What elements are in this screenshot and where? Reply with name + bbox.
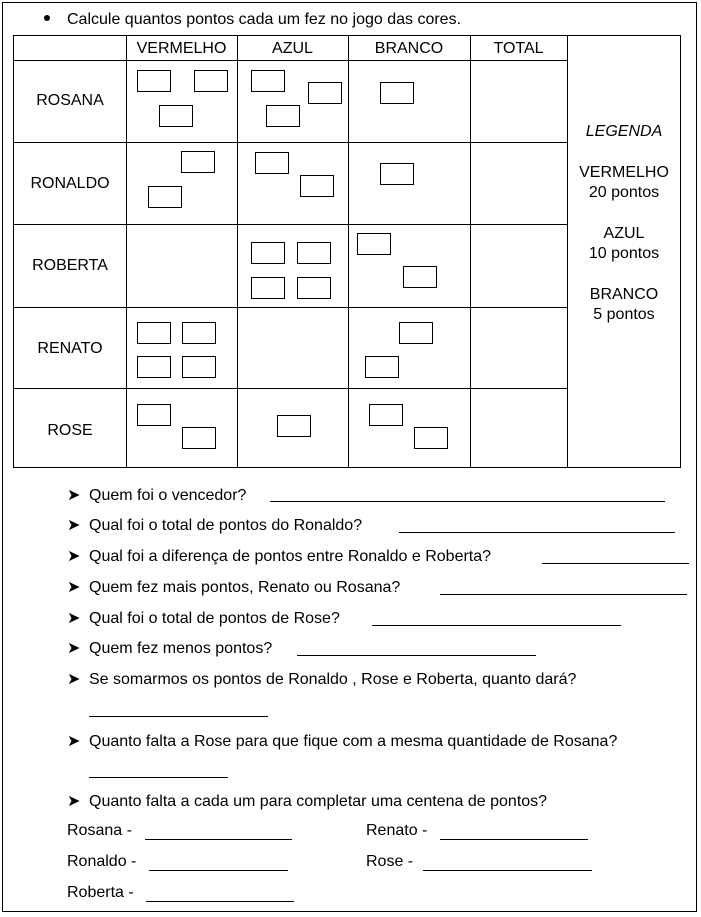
row-label-rosana: ROSANA [36,92,104,109]
score-box [159,105,193,127]
column-header-azul: AZUL [272,40,313,57]
answer-line[interactable] [146,901,294,902]
answer-line[interactable] [440,839,588,840]
arrow-bullet-icon: ➤ [67,640,81,657]
score-box [380,163,414,185]
grid-line [470,36,471,467]
page-title: Calcule quantos pontos cada um fez no jogo das cores. [67,11,462,28]
score-box [300,175,334,197]
score-box [182,427,216,449]
score-box [148,186,182,208]
row-label-rose: ROSE [47,422,93,439]
row-label-renato: RENATO [37,340,103,357]
arrow-bullet-icon: ➤ [67,610,81,627]
score-box [137,322,171,344]
legend-color-branco: BRANCO [589,286,659,303]
answer-line[interactable] [89,716,268,717]
answer-label-roberta: Roberta - [67,884,134,901]
answer-line[interactable] [89,777,228,778]
answer-label-rosana: Rosana - [67,822,132,839]
score-box [137,404,171,426]
arrow-bullet-icon: ➤ [67,548,81,565]
question-item: ➤ Quanto falta a cada um para completar uma centena de pontos? [67,793,548,810]
grid-line [126,36,127,467]
score-box [194,70,228,92]
bullet-icon [44,15,50,21]
score-box [255,152,289,174]
answer-line[interactable] [149,870,288,871]
score-box [266,105,300,127]
answer-line[interactable] [270,501,665,502]
arrow-bullet-icon: ➤ [67,793,81,810]
column-header-vermelho: VERMELHO [136,40,227,57]
arrow-bullet-icon: ➤ [67,487,81,504]
answer-line[interactable] [297,655,536,656]
legend-heading: LEGENDA [585,123,663,140]
grid-line [14,142,567,143]
score-box [251,277,285,299]
score-box [380,82,414,104]
arrow-bullet-icon: ➤ [67,579,81,596]
legend-color-vermelho: VERMELHO [579,164,669,181]
question-item: ➤ Qual foi o total de pontos de Rose? [67,610,340,627]
arrow-bullet-icon: ➤ [67,517,81,534]
answer-line[interactable] [372,625,621,626]
score-box [137,70,171,92]
question-item: ➤ Quem fez mais pontos, Renato ou Rosana? [67,579,401,596]
legend-points-azul: 10 pontos [588,245,660,262]
legend-points-branco: 5 pontos [593,306,655,323]
row-label-ronaldo: RONALDO [30,175,110,192]
grid-line [14,60,567,61]
score-box [277,415,311,437]
grid-line [14,224,567,225]
score-box [297,277,331,299]
answer-line[interactable] [423,870,592,871]
legend-color-azul: AZUL [603,225,645,242]
score-box [182,356,216,378]
grid-line [237,36,238,467]
question-item: ➤ Se somarmos os pontos de Ronaldo , Rose e Roberta, quanto dará? [67,671,577,688]
column-header-branco: BRANCO [374,40,444,57]
answer-label-ronaldo: Ronaldo - [67,853,137,870]
score-box [297,242,331,264]
score-box [137,356,171,378]
question-item: ➤ Qual foi o total de pontos do Ronaldo? [67,517,363,534]
score-box [399,322,433,344]
question-item: ➤ Qual foi a diferença de pontos entre Ronaldo e Roberta? [67,548,492,565]
answer-line[interactable] [542,563,689,564]
score-box [251,242,285,264]
grid-line [14,307,567,308]
answer-line[interactable] [399,532,675,533]
question-item: ➤ Quem foi o vencedor? [67,487,247,504]
score-box [251,70,285,92]
row-label-roberta: ROBERTA [32,257,108,274]
answer-line[interactable] [440,594,687,595]
question-item: ➤ Quem fez menos pontos? [67,640,273,657]
arrow-bullet-icon: ➤ [67,671,81,688]
answer-label-rose: Rose - [366,853,414,870]
score-box [181,151,215,173]
score-box [357,233,391,255]
score-box [414,427,448,449]
score-box [369,404,403,426]
arrow-bullet-icon: ➤ [67,733,81,750]
grid-line [14,388,567,389]
question-item: ➤ Quanto falta a Rose para que fique com a mesma quantidade de Rosana? [67,733,618,750]
answer-line[interactable] [145,839,292,840]
score-box [308,82,342,104]
score-box [365,356,399,378]
score-box [182,322,216,344]
score-table [13,35,681,468]
column-header-total: TOTAL [493,40,544,57]
score-box [403,266,437,288]
legend-points-vermelho: 20 pontos [588,184,660,201]
grid-line [348,36,349,467]
answer-label-renato: Renato - [366,822,428,839]
